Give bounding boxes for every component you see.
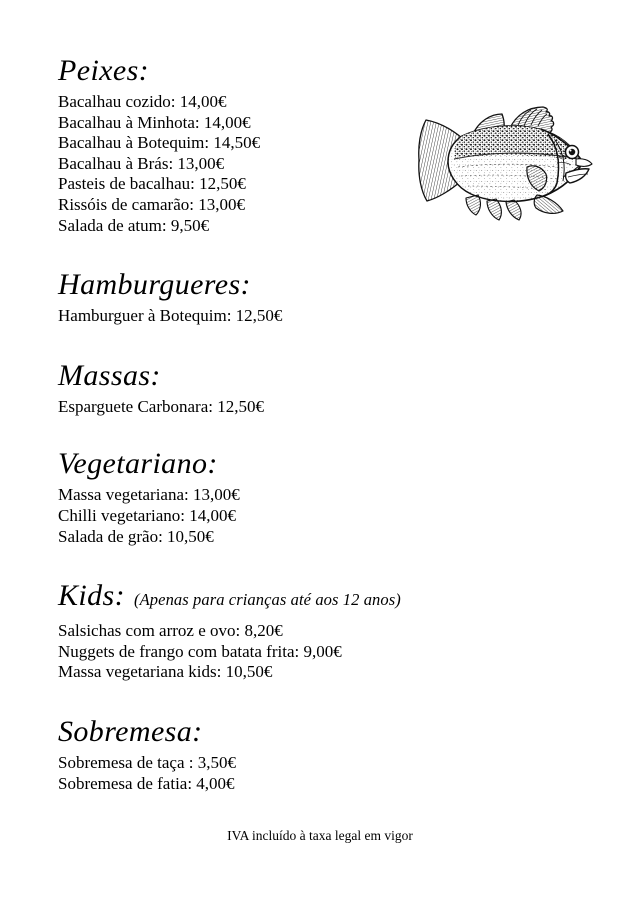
menu-item: Bacalhau à Minhota: 14,00€ (58, 112, 251, 132)
section-heading-text: Peixes: (58, 54, 150, 87)
menu-section-hamburgueres (58, 266, 578, 327)
menu-item: Massa vegetariana kids: 10,50€ (58, 662, 273, 682)
menu-item: Hamburguer à Botequim: 12,50€ (58, 306, 283, 326)
menu-item: Esparguete Carbonara: 12,50€ (58, 396, 264, 416)
menu-item: Bacalhau à Brás: 13,00€ (58, 153, 225, 173)
item-list-kids (58, 621, 578, 683)
menu-section-sobremesa (58, 713, 578, 794)
menu-item: Sobremesa de fatia: 4,00€ (58, 773, 235, 793)
menu-section-vegetariano (58, 445, 578, 547)
menu-item: Chilli vegetariano: 14,00€ (58, 505, 236, 525)
menu-section-kids (58, 577, 578, 683)
section-heading-massas (58, 357, 578, 395)
section-heading-text: Hamburgueres: (58, 268, 251, 302)
menu-section-peixes (58, 52, 578, 236)
menu-item: Salsichas com arroz e ovo: 8,20€ (58, 621, 283, 641)
section-heading-text: Sobremesa: (58, 714, 203, 748)
menu-item: Massa vegetariana: 13,00€ (58, 485, 240, 505)
menu-item: Sobremesa de taça : 3,50€ (58, 752, 236, 772)
section-heading-peixes (58, 52, 578, 90)
item-list-massas (58, 397, 578, 418)
item-list-hamburgueres (58, 306, 578, 327)
menu-item: Rissóis de camarão: 13,00€ (58, 194, 245, 214)
menu-section-massas (58, 357, 578, 418)
item-list-sobremesa (58, 753, 578, 794)
section-heading-sobremesa (58, 713, 578, 751)
footer-tax-note: IVA incluído à taxa legal em vigor (227, 828, 413, 843)
menu-sections (58, 52, 578, 794)
menu-item: Salada de grão: 10,50€ (58, 526, 214, 546)
item-list-vegetariano (58, 485, 578, 547)
menu-item: Salada de atum: 9,50€ (58, 215, 210, 235)
section-heading-vegetariano (58, 445, 578, 483)
section-heading-hamburgueres (58, 266, 578, 304)
menu-item: Nuggets de frango com batata frita: 9,00€ (58, 641, 342, 661)
item-list-peixes (58, 92, 578, 236)
section-heading-text: Kids: (58, 579, 126, 613)
section-heading-text: Massas: (58, 358, 161, 392)
section-heading-kids (58, 577, 578, 619)
section-heading-text: Vegetariano: (58, 447, 218, 481)
menu-item: Pasteis de bacalhau: 12,50€ (58, 174, 246, 194)
menu-item: Bacalhau à Botequim: 14,50€ (58, 133, 261, 153)
menu-item: Bacalhau cozido: 14,00€ (58, 92, 227, 111)
section-heading-note: (Apenas para crianças até aos 12 anos) (134, 590, 401, 610)
